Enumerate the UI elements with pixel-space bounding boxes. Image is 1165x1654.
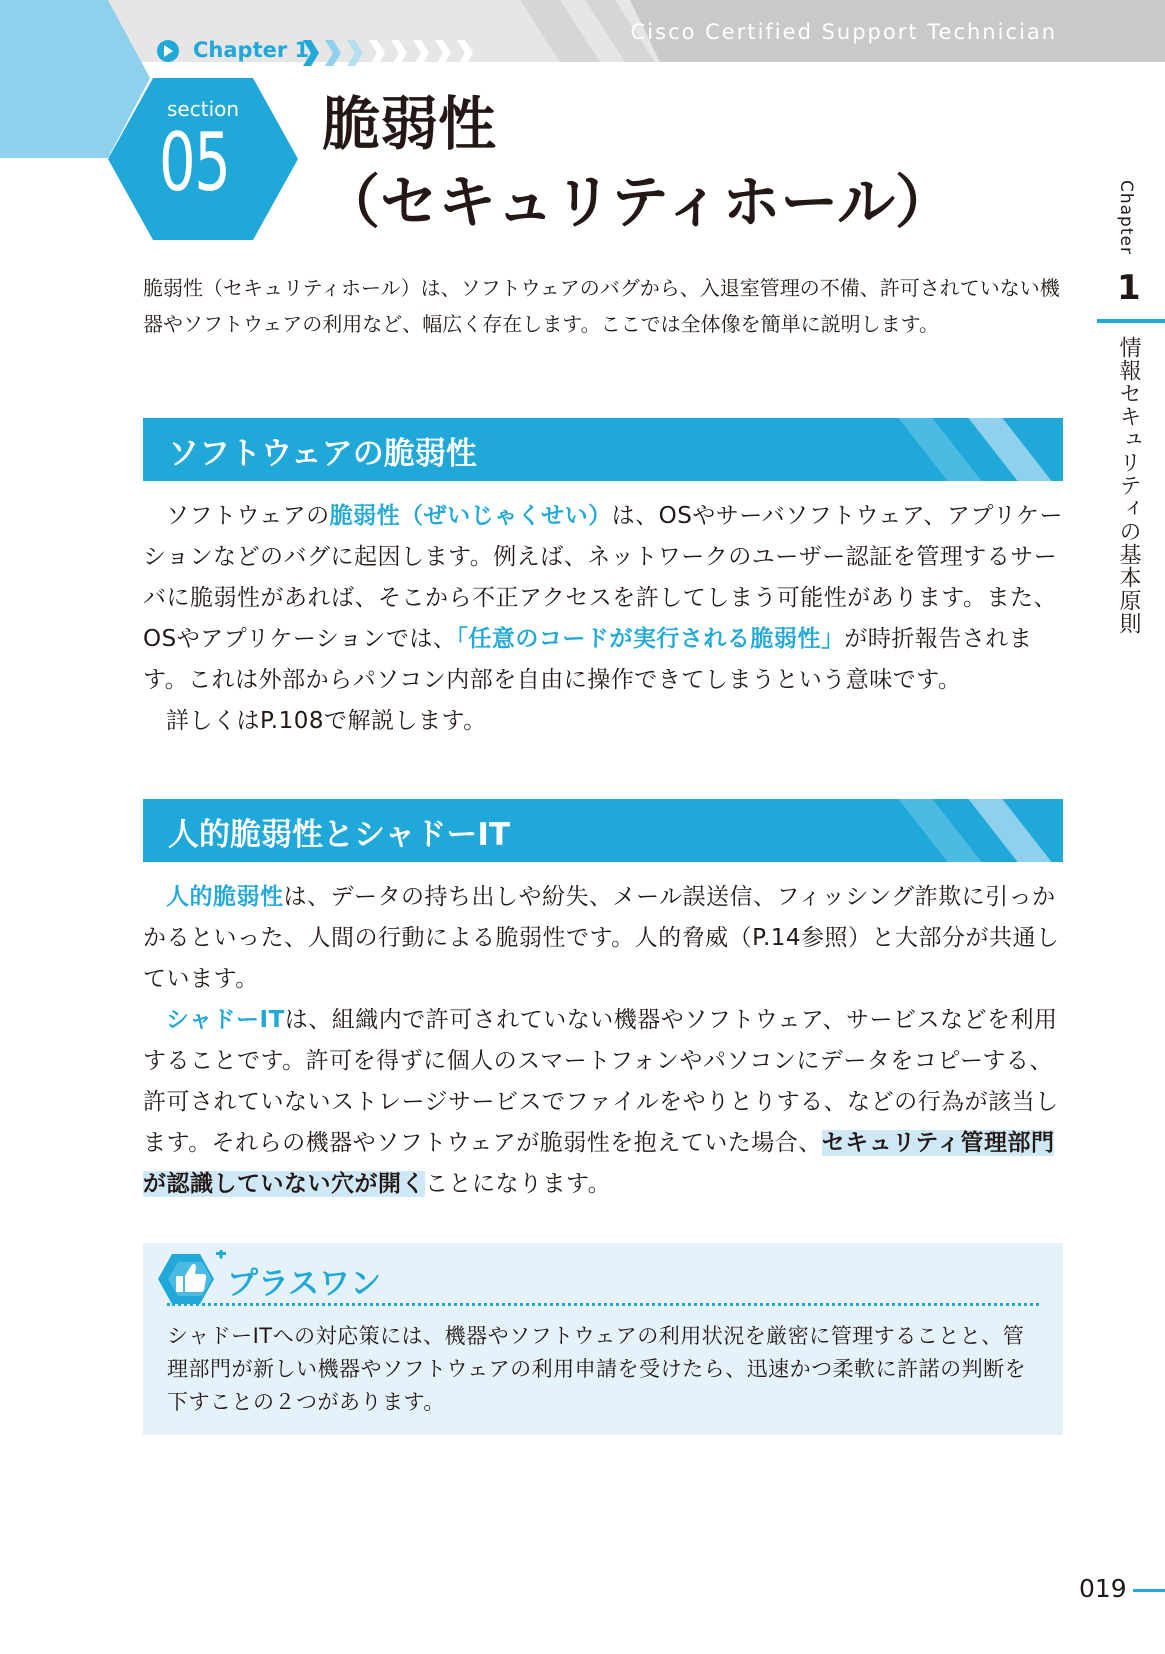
thumbs-up-icon: [158, 1250, 228, 1308]
text-run: は、組織内で許可されていない機器やソフトウェア、サービスなどを利用することです。許可を得ずに個人のスマートフォンやパソコンにデータをコピーする、許可されていないストレージサービスでファイルをやりとりする、などの行為が該当します。それらの機器やソフトウェアが脆弱性を抱えていた場合、: [143, 1007, 1059, 1156]
plus-one-title: プラスワン: [227, 1266, 382, 1302]
human-paragraph-2: [143, 1000, 1063, 1205]
heading-stripe: [898, 799, 981, 862]
heading-stripe: [898, 418, 981, 481]
text-run: ソフトウェアの: [166, 503, 330, 529]
series-title: Cisco Certified Support Technician: [630, 20, 1057, 44]
chapter-label: Chapter 1: [193, 38, 310, 62]
keyword-highlight: シャドーIT: [166, 1007, 285, 1033]
human-paragraph-1: [143, 877, 1063, 1000]
section-label: section: [167, 97, 240, 121]
side-tab-chapter-title: 情報セキュリティの基本原則: [1116, 336, 1141, 635]
software-paragraph-2: 詳しくはP.108で解説します。: [166, 708, 487, 734]
keyword-highlight: 脆弱性（ぜいじゃくせい）: [329, 503, 612, 529]
section-heading-text: 人的脆弱性とシャドーIT: [168, 817, 511, 853]
side-tab-chapter-number: 1: [1117, 268, 1141, 308]
play-triangle-icon: [164, 45, 173, 57]
plus-one-text: シャドーITへの対応策には、機器やソフトウェアの利用状況を厳密に管理することと、管理部門が新しい機器やソフトウェアの利用申請を受けたら、迅速かつ柔軟に許諾の判断を下すことの２つがあります。: [167, 1324, 1027, 1414]
software-paragraph-1: [143, 496, 1063, 701]
side-tab-divider: [1097, 319, 1165, 323]
text-run: は、データの持ち出しや紛失、メール誤送信、フィッシング詐欺に引っかかるといった、人間の行動による脆弱性です。人的脅威（P.14参照）と大部分が共通しています。: [143, 884, 1060, 992]
marker-highlight: セキュリティ管理部門が認識していない穴が開く: [143, 1130, 1055, 1197]
page-title: [322, 85, 953, 241]
text-run: が時折報告されます。これは外部からパソコン内部を自由に操作できてしまうという意味です。: [143, 626, 1033, 693]
title-line-1: 脆弱性: [322, 90, 497, 158]
page-number-line: [1133, 1589, 1165, 1592]
title-line-2: （セキュリティホール）: [322, 168, 954, 236]
text-run: は、OSやサーバソフトウェア、アプリケーションなどのバグに起因します。例えば、ネットワークのユーザー認証を管理するサーバに脆弱性があれば、そこから不正アクセスを許してしまう可能性があります。また、OSやアプリケーションでは、: [143, 503, 1064, 652]
heading-stripe: [968, 418, 1051, 481]
chevron-row-icon: [303, 40, 483, 66]
section-number: 05: [159, 116, 230, 209]
keyword-highlight: 人的脆弱性: [166, 884, 284, 910]
section-heading-text: ソフトウェアの脆弱性: [168, 436, 477, 472]
intro-paragraph: 脆弱性（セキュリティホール）は、ソフトウェアのバグから、入退室管理の不備、許可されていない機器やソフトウェアの利用など、幅広く存在します。ここでは全体像を簡単に説明します。: [143, 276, 1060, 336]
plus-one-divider: [167, 1303, 1039, 1306]
section-heading-human: [143, 799, 1063, 862]
section-heading-software: [143, 418, 1063, 481]
heading-stripe: [968, 799, 1051, 862]
text-run: ことになります。: [425, 1171, 612, 1197]
page-number: 019: [1079, 1574, 1127, 1603]
keyword-highlight: 「任意のコードが実行される脆弱性」: [456, 626, 845, 652]
side-tab-chapter-word: Chapter: [1116, 180, 1136, 255]
